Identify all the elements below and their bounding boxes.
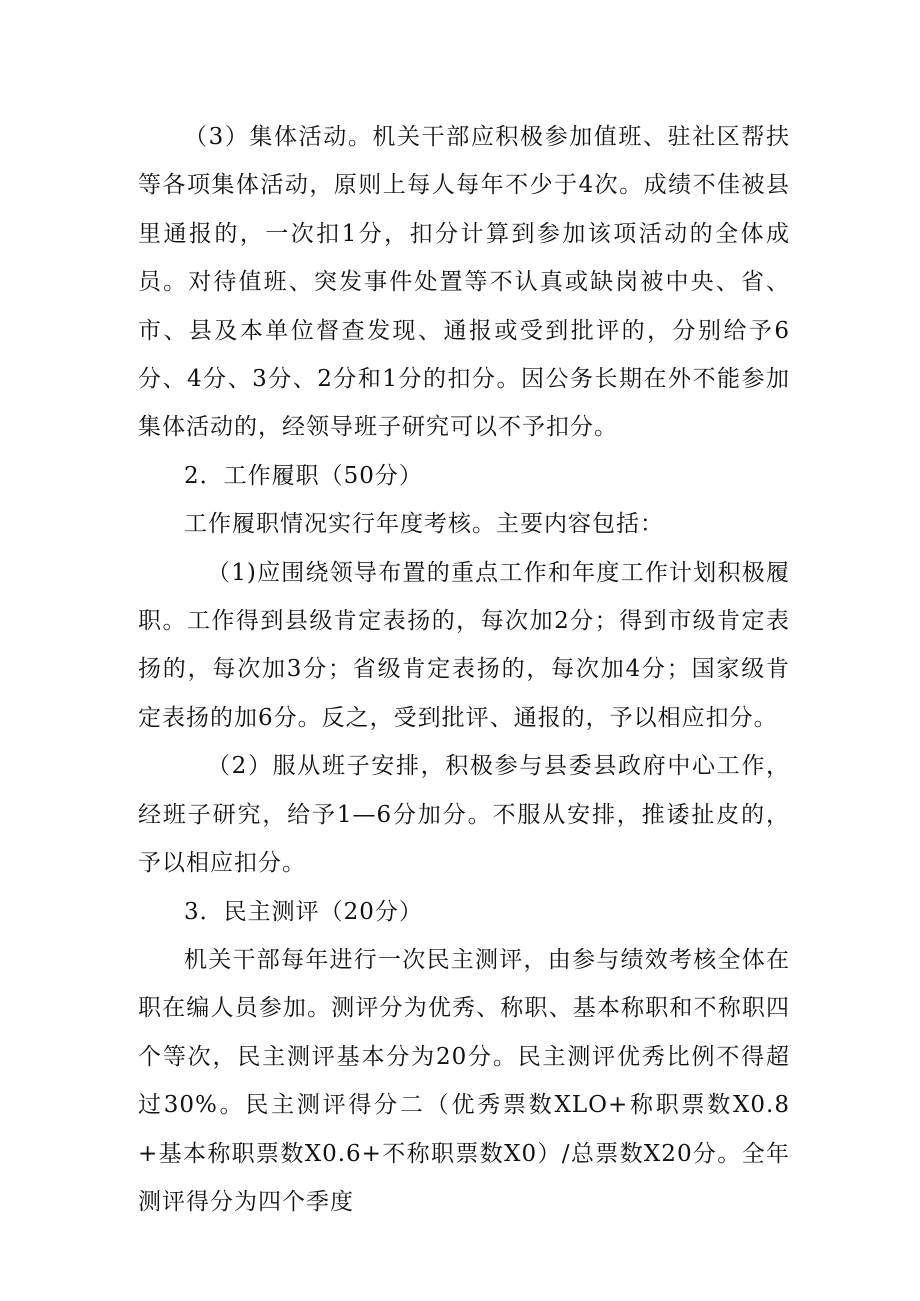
paragraph-work-duties-item-2: （2）服从班子安排，积极参与县委县政府中心工作，经班子研究，给予1—6分加分。不服从安排，推诿扯皮的，予以相应扣分。 [138,753,790,877]
paragraph-work-duties-intro: 工作履职情况实行年度考核。主要内容包括： [184,511,664,538]
paragraph-work-duties-item-1: （1)应围绕领导布置的重点工作和年度工作计划积极履职。工作得到县级肯定表扬的，每次加2分；得到市级肯定表扬的，每次加3分；省级肯定表扬的，每次加4分；国家级肯定表扬的加6分。反之，受到批评、通报的，予以相应扣分。 [138,559,790,731]
section-heading-work-duties: 2．工作履职（50分） [184,462,423,489]
document-body [138,113,790,1226]
paragraph-democratic-evaluation: 机关干部每年进行一次民主测评，由参与绩效考核全体在职在编人员参加。测评分为优秀、称职、基本称职和不称职四个等次，民主测评基本分为20分。民主测评优秀比例不得超过30%。民主测评得分二（优秀票数XLO+称职票数X0.8+基本称职票数X0.6+不称职票数X0）/总票数X20分。全年测评得分为四个季度 [138,946,790,1215]
paragraph-collective-activities: （3）集体活动。机关干部应积极参加值班、驻社区帮扶等各项集体活动，原则上每人每年不少于4次。成绩不佳被县里通报的，一次扣1分，扣分计算到参加该项活动的全体成员。对待值班、突发事件处置等不认真或缺岗被中央、省、市、县及本单位督查发现、通报或受到批评的，分别给予6分、4分、3分、2分和1分的扣分。因公务长期在外不能参加集体活动的，经领导班子研究可以不予扣分。 [138,124,790,441]
section-heading-democratic-evaluation: 3．民主测评（20分） [184,898,423,925]
